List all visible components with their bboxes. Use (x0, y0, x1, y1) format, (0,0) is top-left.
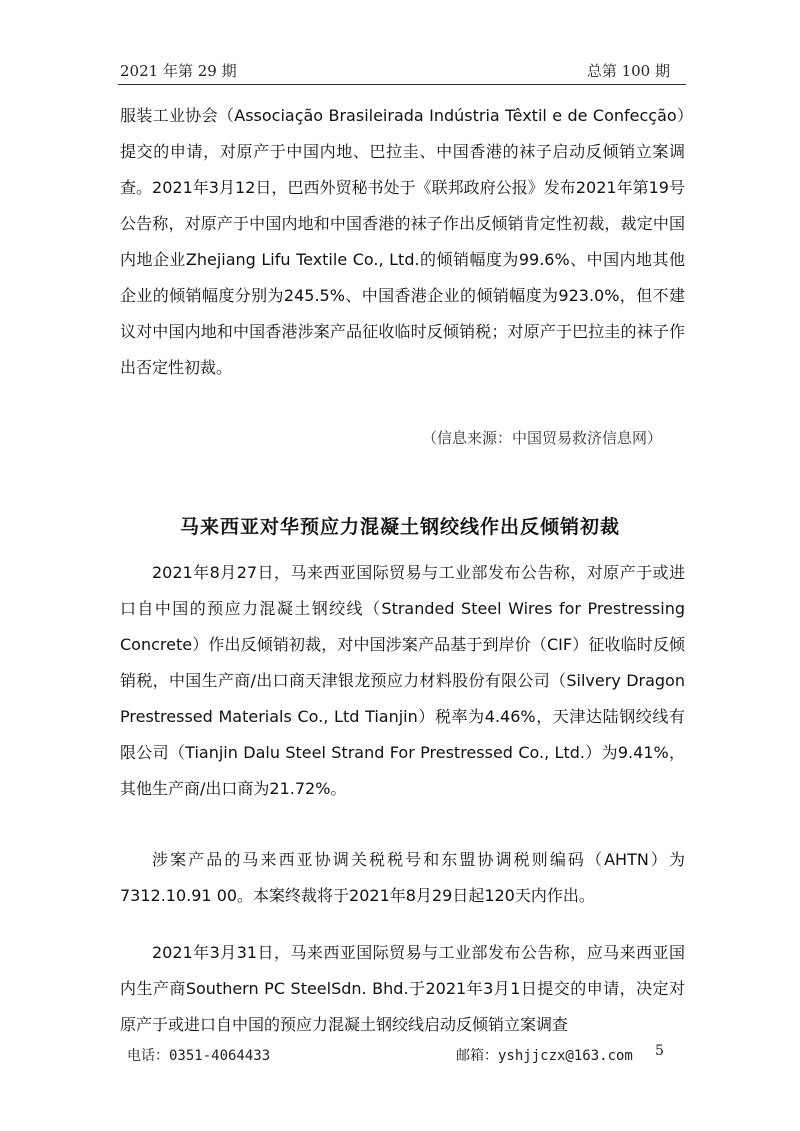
article1-source: （信息来源：中国贸易救济信息网） (421, 429, 662, 447)
footer-phone: 电话：0351-4064433 (127, 1048, 271, 1064)
footer-email: 邮箱：yshjjczx@163.com (456, 1048, 633, 1064)
article2-paragraph-1: 2021年8月27日，马来西亚国际贸易与工业部发布公告称，对原产于或进口自中国的预应力混凝土钢绞线（Stranded Steel Wires for Prestressing Concrete）作出反倾销初裁，对中国涉案产品基于到岸价（CIF）征收临时反倾销税，中国生产商/出口商天津银龙预应力材料股份有限公司（Silvery Dragon Prestressed Materials Co., Ltd Tianjin）税率为4.46%，天津达陆钢绞线有限公司（Tianjin Dalu Steel Strand For Prestressed Co., Ltd.）为9.41%，其他生产商/出口商为21.72%。 (120, 563, 685, 798)
article2-paragraph-3: 2021年3月31日，马来西亚国际贸易与工业部发布公告称，应马来西亚国内生产商Southern PC SteelSdn. Bhd.于2021年3月1日提交的申请，决定对原产于或进口自中国的预应力混凝土钢绞线启动反倾销立案调查 (120, 943, 685, 1034)
header-divider (118, 84, 686, 85)
page-number: 5 (655, 1043, 664, 1059)
total-issue-number: 总第 100 期 (586, 62, 670, 80)
article2-paragraph-2: 涉案产品的马来西亚协调关税税号和东盟协调税则编码（AHTN）为7312.10.91 00。本案终裁将于2021年8月29日起120天内作出。 (120, 850, 685, 905)
article1-paragraph: 服装工业协会（Associação Brasileirada Indústria Têxtil e de Confecção）提交的申请，对原产于中国内地、巴拉圭、中国香港的袜子启动反倾销立案调查。2021年3月12日，巴西外贸秘书处于《联邦政府公报》发布2021年第19号公告称，对原产于中国内地和中国香港的袜子作出反倾销肯定性初裁，裁定中国内地企业Zhejiang Lifu Textile Co., Ltd.的倾销幅度为99.6%、中国内地其他企业的倾销幅度分别为245.5%、中国香港企业的倾销幅度为923.0%，但不建议对中国内地和中国香港涉案产品征收临时反倾销税；对原产于巴拉圭的袜子作出否定性初裁。 (120, 106, 685, 377)
issue-number: 2021 年第 29 期 (120, 62, 237, 80)
article2-title: 马来西亚对华预应力混凝土钢绞线作出反倾销初裁 (179, 516, 620, 538)
